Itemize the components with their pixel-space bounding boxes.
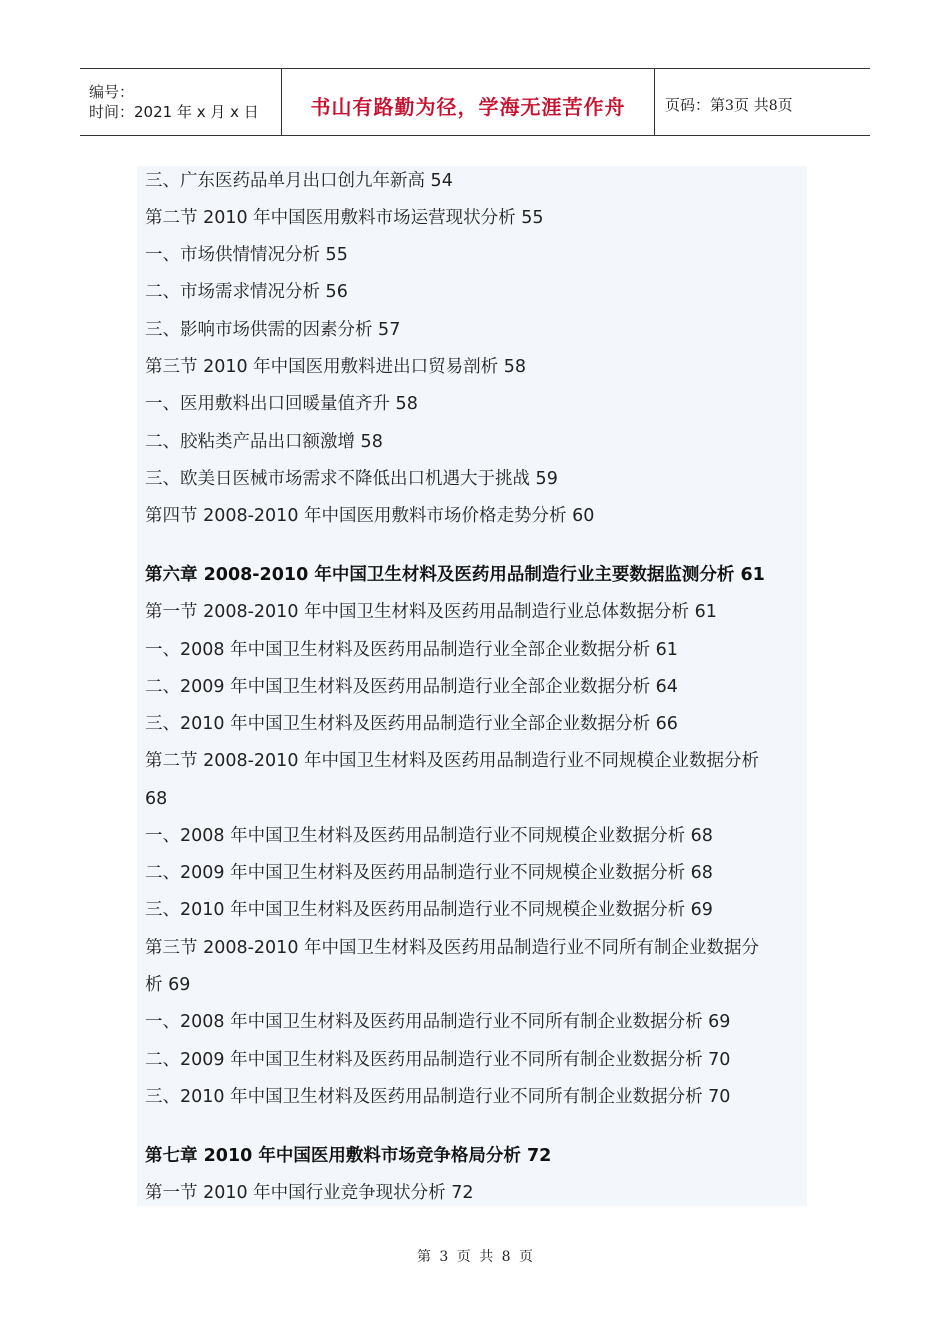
toc-section: 第三节 2010 年中国医用敷料进出口贸易剖析 58	[145, 357, 526, 377]
toc-entry: 二、胶粘类产品出口额激增 58	[145, 432, 383, 452]
toc-entry: 二、2009 年中国卫生材料及医药用品制造行业全部企业数据分析 64	[145, 677, 678, 697]
toc-entry: 三、影响市场供需的因素分析 57	[145, 320, 401, 340]
page-label-suffix: 页	[777, 95, 793, 114]
toc-section: 第四节 2008-2010 年中国医用敷料市场价格走势分析 60	[145, 506, 595, 526]
toc-entry: 一、市场供情情况分析 55	[145, 245, 348, 265]
toc-entry: 二、2009 年中国卫生材料及医药用品制造行业不同规模企业数据分析 68	[145, 863, 713, 883]
toc-entry: 三、广东医药品单月出口创九年新高 54	[145, 171, 453, 191]
toc-section: 第二节 2010 年中国医用敷料市场运营现状分析 55	[145, 208, 544, 228]
toc-section-page: 68	[145, 789, 168, 809]
page-footer: 第 3 页 共 8 页	[416, 1249, 534, 1265]
document-number-label: 编号：	[89, 83, 135, 101]
page-header	[80, 68, 870, 136]
page-label-middle: 页 共	[733, 95, 769, 114]
page-label-prefix: 页码：第	[665, 95, 726, 114]
motto-text: 书山有路勤为径，学海无涯苦作舟	[310, 94, 626, 119]
toc-entry: 一、2008 年中国卫生材料及医药用品制造行业不同规模企业数据分析 68	[145, 826, 713, 846]
toc-section: 第一节 2008-2010 年中国卫生材料及医药用品制造行业总体数据分析 61	[145, 602, 717, 622]
toc-chapter: 第七章 2010 年中国医用敷料市场竞争格局分析 72	[145, 1146, 552, 1166]
toc-entry: 三、欧美日医械市场需求不降低出口机遇大于挑战 59	[145, 469, 558, 489]
page-current: 3	[725, 97, 734, 114]
toc-entry: 一、2008 年中国卫生材料及医药用品制造行业不同所有制企业数据分析 69	[145, 1012, 731, 1032]
toc-section-continued: 析 69	[145, 975, 191, 995]
toc-entry: 三、2010 年中国卫生材料及医药用品制造行业全部企业数据分析 66	[145, 714, 678, 734]
header-meta	[80, 69, 281, 135]
toc-entry: 二、2009 年中国卫生材料及医药用品制造行业不同所有制企业数据分析 70	[145, 1050, 731, 1070]
toc-entry: 一、2008 年中国卫生材料及医药用品制造行业全部企业数据分析 61	[145, 640, 678, 660]
toc-chapter: 第六章 2008-2010 年中国卫生材料及医药用品制造行业主要数据监测分析 61	[145, 565, 765, 585]
header-motto	[281, 69, 655, 135]
toc-entry: 三、2010 年中国卫生材料及医药用品制造行业不同所有制企业数据分析 70	[145, 1087, 731, 1107]
toc-section: 第二节 2008-2010 年中国卫生材料及医药用品制造行业不同规模企业数据分析	[145, 751, 760, 771]
page-total: 8	[768, 97, 778, 114]
toc-section: 第三节 2008-2010 年中国卫生材料及医药用品制造行业不同所有制企业数据分	[145, 938, 760, 958]
header-page-indicator	[655, 69, 870, 135]
toc-entry: 一、医用敷料出口回暖量值齐升 58	[145, 394, 418, 414]
toc-section: 第一节 2010 年中国行业竞争现状分析 72	[145, 1183, 474, 1203]
document-date-label: 时间：2021 年 x 月 x 日	[89, 103, 259, 121]
toc-entry: 三、2010 年中国卫生材料及医药用品制造行业不同规模企业数据分析 69	[145, 900, 713, 920]
toc-entry: 二、市场需求情况分析 56	[145, 282, 348, 302]
